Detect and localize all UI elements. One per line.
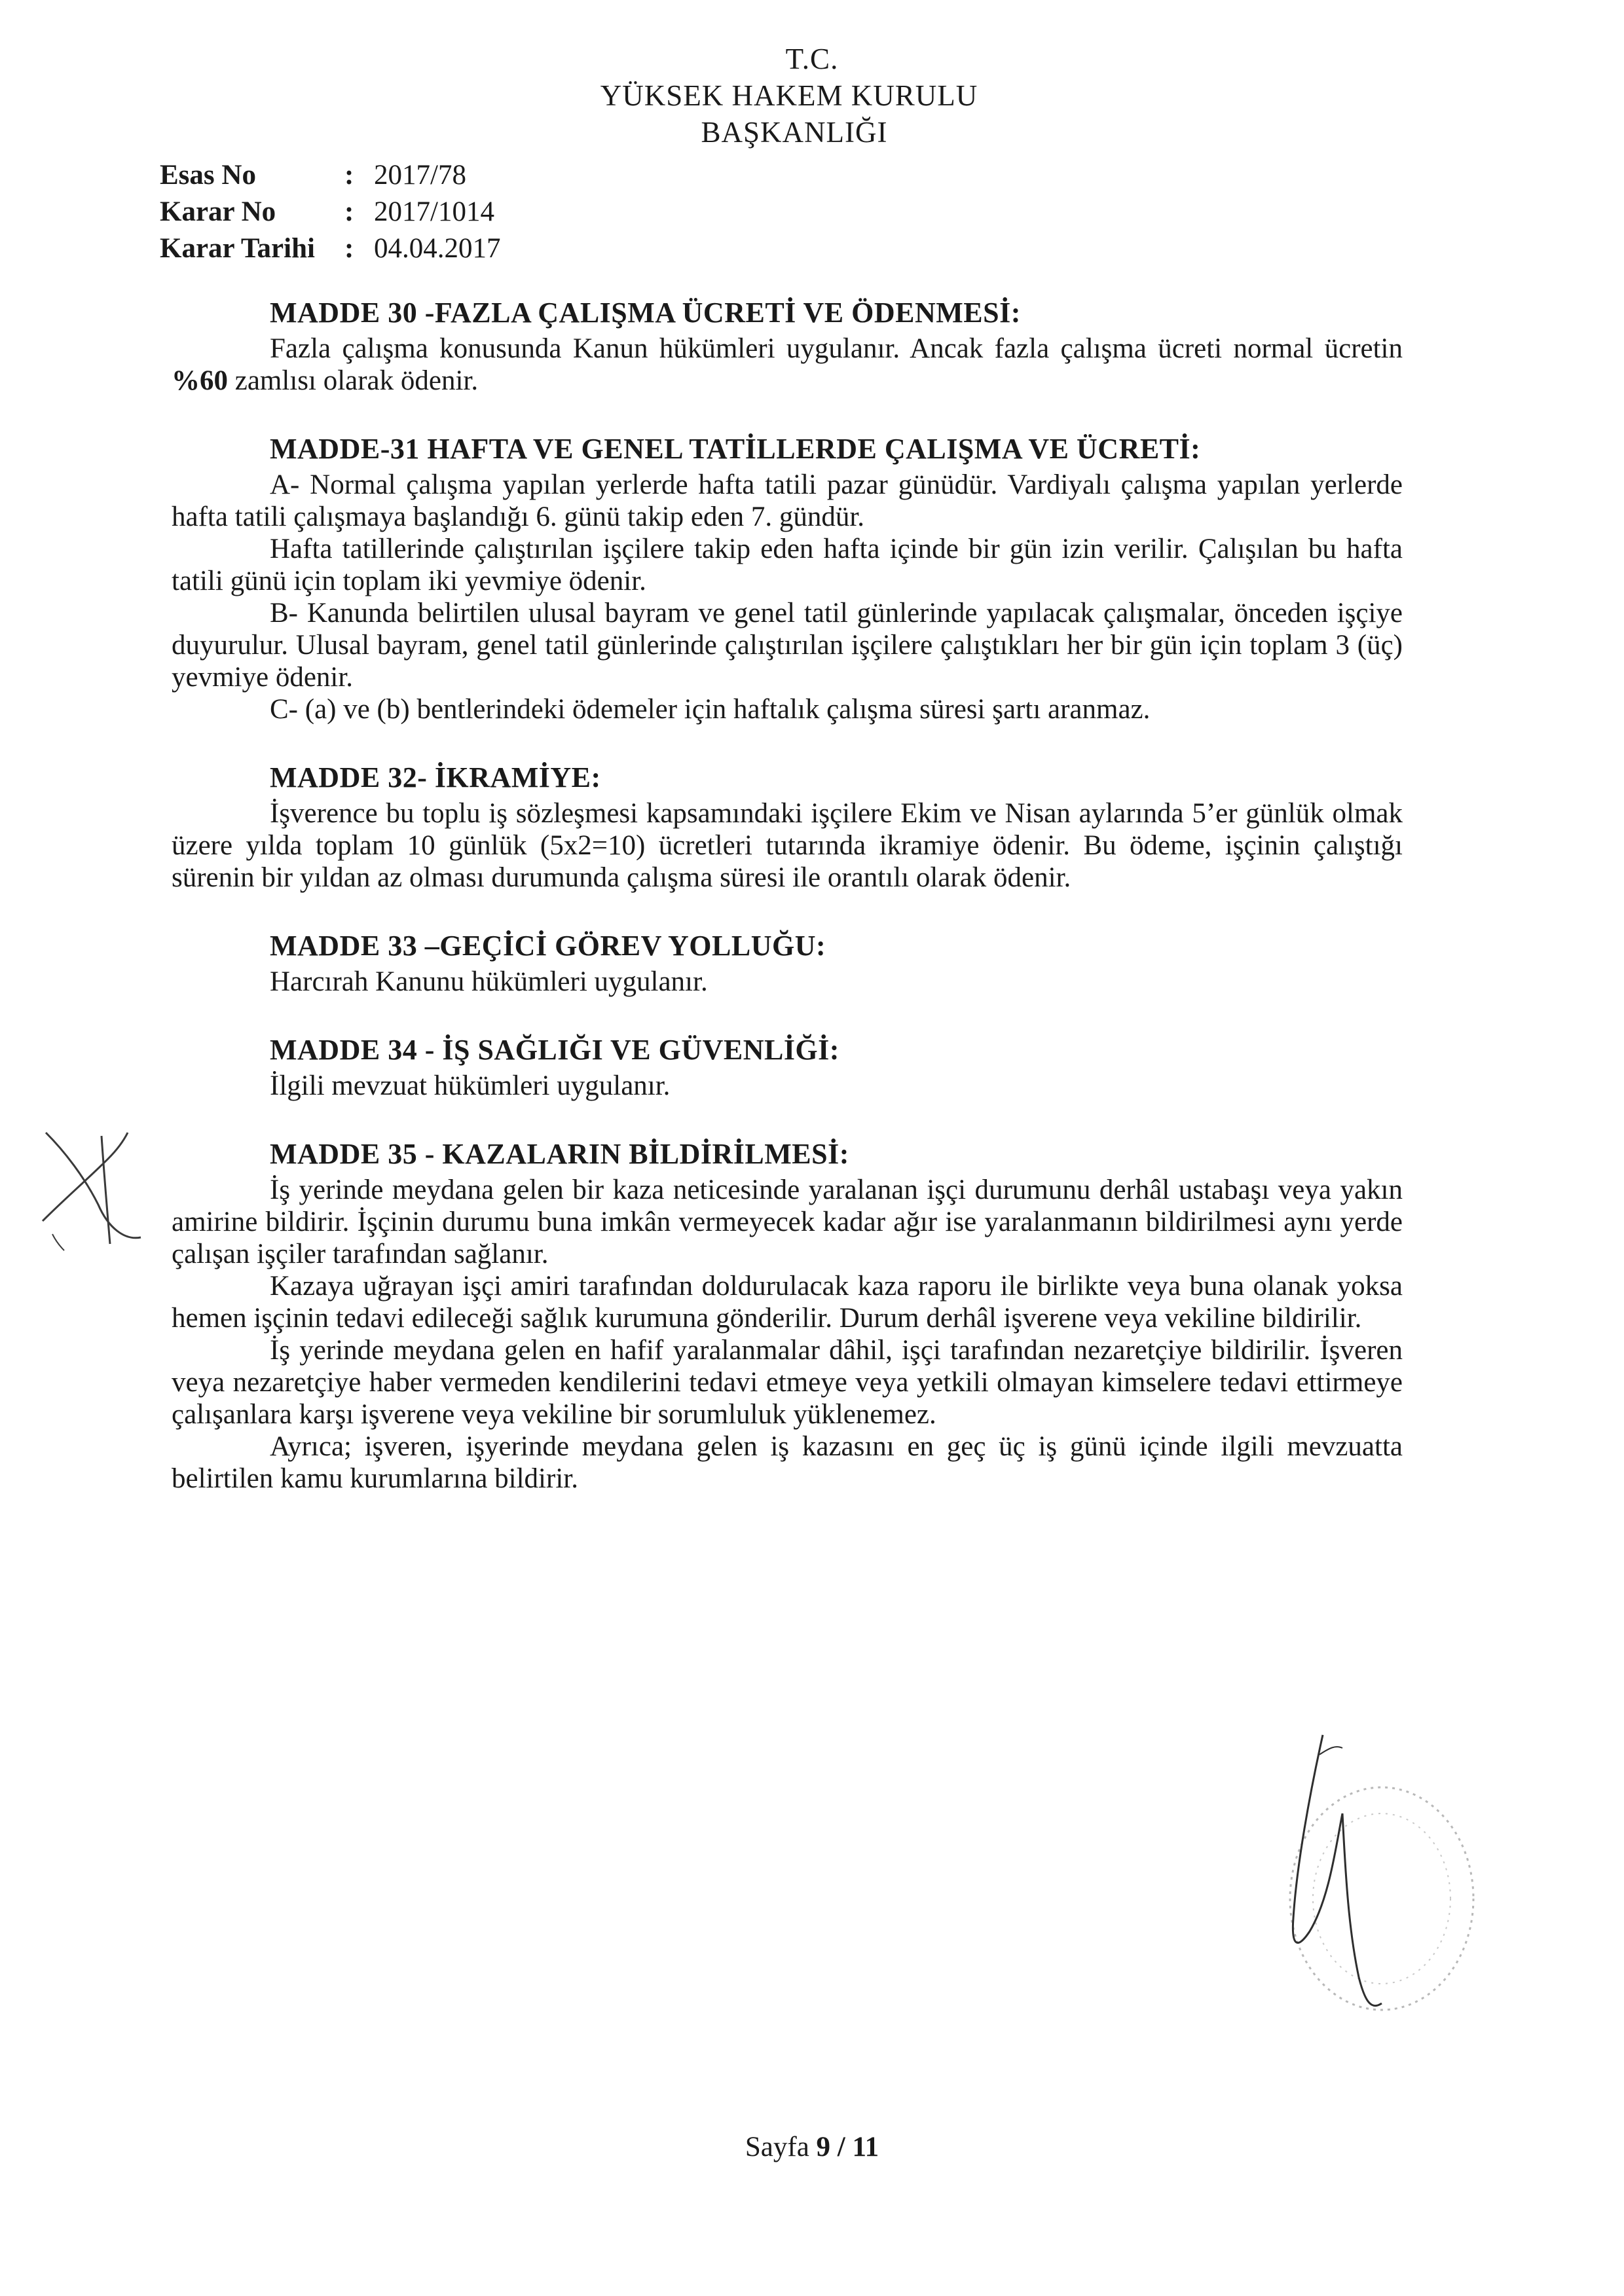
document-header [0,41,1624,151]
article-paragraph: Harcırah Kanunu hükümleri uygulanır. [270,966,708,997]
margin-initials-signature [26,1106,157,1270]
article-paragraph: Ayrıca; işveren, işyerinde meydana gelen iş kazasını en geç üç iş günü içinde ilgili mevzuatta belirtilen kamu kurumlarına bildirir. [172,1431,1403,1494]
signature-with-stamp [1231,1715,1506,2043]
case-label: Karar Tarihi [160,233,315,264]
article-heading: MADDE 32- İKRAMİYE: [270,761,601,793]
document-body [172,295,1403,1529]
case-colon: : [344,196,354,227]
article-paragraph [172,333,1403,397]
article-33 [172,928,1403,998]
article-heading: MADDE 35 - KAZALARIN BİLDİRİLMESİ: [270,1138,849,1170]
case-info-row-karar [160,194,501,230]
case-colon: : [344,233,354,264]
article-35 [172,1136,1403,1495]
article-heading: MADDE 33 –GEÇİCİ GÖREV YOLLUĞU: [270,930,826,962]
case-info-row-tarih [160,230,501,267]
case-info-row-esas [160,157,501,194]
case-label: Karar No [160,196,276,227]
page-footer [0,2131,1624,2163]
article-heading: MADDE-31 HAFTA VE GENEL TATİLLERDE ÇALIŞMA VE ÜCRETİ: [270,433,1201,465]
article-heading: MADDE 34 - İŞ SAĞLIĞI VE GÜVENLİĞİ: [270,1034,840,1066]
article-paragraph: İş yerinde meydana gelen bir kaza neticesinde yaralanan işçi durumunu derhâl ustabaşı veya yakın amirine bildirir. İşçinin durumu buna imkân vermeyecek kadar ağır ise yaralanmanın bildirilmesi aynı yerde çalışan işçiler tarafından sağlanır. [172,1175,1403,1269]
article-paragraph: İş yerinde meydana gelen en hafif yaralanmalar dâhil, işçi tarafından nezaretçiye bildirilir. İşveren veya nezaretçiye haber vermeden kendilerini tedavi etmeye veya yetkili olmayan kimselere tedavi ettirmeye çalışanlara karşı işverene veya vekiline bir sorumluluk yüklenemez. [172,1335,1403,1430]
article-paragraph: B- Kanunda belirtilen ulusal bayram ve genel tatil günlerinde yapılacak çalışmalar, önceden işçiye duyurulur. Ulusal bayram, genel tatil günlerinde çalıştırılan işçilere çalıştıkları her bir gün için toplam 3 (üç) yevmiye ödenir. [172,598,1403,693]
article-paragraph: Hafta tatillerinde çalıştırılan işçilere takip eden hafta içinde bir gün izin verilir. Çalışılan bu hafta tatili günü için toplam iki yevmiye ödenir. [172,534,1403,596]
case-colon: : [344,160,354,191]
page-number: 9 / 11 [816,2132,879,2162]
article-32 [172,759,1403,894]
article-34 [172,1032,1403,1102]
percentage-value: %60 [172,365,228,396]
page-label: Sayfa [745,2132,817,2162]
article-paragraph: İlgili mevzuat hükümleri uygulanır. [270,1070,671,1101]
header-line-3: BAŞKANLIĞI [701,116,888,149]
paragraph-text: zamlısı olarak ödenir. [228,365,479,396]
header-line-1: T.C. [785,43,839,75]
article-paragraph: C- (a) ve (b) bentlerindeki ödemeler için haftalık çalışma süresi şartı aranmaz. [270,694,1151,725]
article-paragraph: A- Normal çalışma yapılan yerlerde hafta tatili pazar günüdür. Vardiyalı çalışma yapılan yerlerde hafta tatili çalışmaya başlandığı 6. günü takip eden 7. gündür. [172,469,1403,532]
header-line-2: YÜKSEK HAKEM KURULU [600,79,978,112]
case-value: 2017/1014 [374,196,494,227]
case-value: 2017/78 [374,160,466,191]
article-heading: MADDE 30 -FAZLA ÇALIŞMA ÜCRETİ VE ÖDENMESİ: [270,297,1021,329]
case-info [160,157,501,267]
article-30 [172,295,1403,397]
paragraph-text: Fazla çalışma konusunda Kanun hükümleri uygulanır. Ancak fazla çalışma ücreti normal ücretin [270,333,1403,364]
case-label: Esas No [160,160,256,191]
article-paragraph: Kazaya uğrayan işçi amiri tarafından doldurulacak kaza raporu ile birlikte veya buna olanak yoksa hemen işçinin tedavi edileceği sağlık kurumuna gönderilir. Durum derhâl işverene veya vekiline bildirilir. [172,1271,1403,1334]
article-paragraph: İşverence bu toplu iş sözleşmesi kapsamındaki işçilere Ekim ve Nisan aylarında 5’er günlük olmak üzere yılda toplam 10 günlük (5x2=10) ücretleri tutarında ikramiye ödenir. Bu ödeme, işçinin çalıştığı sürenin bir yıldan az olması durumunda çalışma süresi ile orantılı olarak ödenir. [172,798,1403,893]
case-value: 04.04.2017 [374,233,501,264]
article-31 [172,431,1403,725]
